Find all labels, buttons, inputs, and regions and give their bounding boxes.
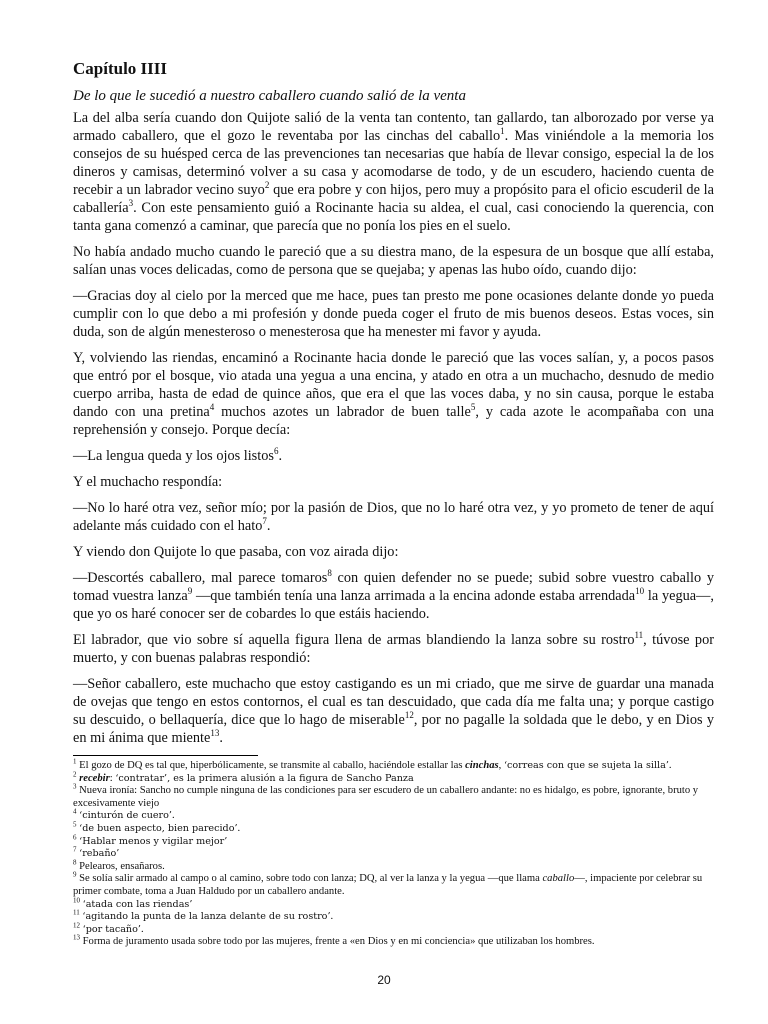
term: cinchas [465, 760, 499, 771]
text-run: El gozo de DQ es tal que, hiperbólicamente, se transmite al caballo, haciéndole estallar las [76, 760, 466, 771]
text-run: —La lengua queda y los ojos listos [73, 448, 274, 464]
footnote-ref: 1 [500, 126, 505, 137]
text-run: . [237, 822, 241, 834]
text-run: . Mas viniéndole a la memoria los consejos de su huésped cerca de las prevenciones tan necesarias que había de llevar consigo, especial la de los dineros y camisas, determinó volver a su casa y acomodarse de todo, y de un escudero, haciendo cuenta de recebir a un labrador vecino suyo [73, 128, 714, 198]
text-run: con quien defender no se puede; subid sobre vuestro caballo y tomad vuestra lanza [73, 570, 714, 604]
footnote [73, 908, 714, 924]
text-run: . [668, 760, 672, 771]
text-run: Forma de juramento usada sobre todo por las mujeres, frente a «en Dios y en mi conciencia» que utilizaban los hombres. [80, 936, 595, 948]
text-run: Y el muchacho respondía: [73, 474, 223, 490]
footnote [73, 858, 714, 874]
footnote-ref: 4 [209, 402, 215, 413]
paragraph [73, 543, 714, 561]
footnote-ref: 11 [634, 630, 644, 641]
text-run: . [171, 810, 175, 822]
text-run: la yegua—, que yo os haré conocer ser de cobardes lo que estáis haciendo. [73, 588, 715, 622]
text-run: El labrador, que vio sobre sí aquella figura llena de armas blandiendo la lanza sobre su rostro [73, 632, 635, 648]
page-number: 20 [377, 973, 391, 987]
paragraph [73, 631, 714, 667]
text-run: —, impaciente por celebrar su primer combate, toma a Juan Haldudo por un caballero andante. [73, 873, 703, 897]
footnote-ref: 2 [73, 770, 77, 779]
paragraph [73, 287, 714, 341]
text-run: Pelearos, ensañaros. [76, 860, 165, 872]
text-run: , y cada azote le acompañaba con una reprehensión y consejo. Porque decía: [73, 404, 714, 438]
text-run: . [266, 518, 271, 534]
text-run: Se solía salir armado al campo o al camino, sobre todo con lanza; DQ, al ver la lanza y la yegua —que llama [76, 873, 543, 885]
paragraph [73, 499, 714, 535]
gloss: ‘rebaño’ [79, 848, 120, 860]
text-run: —que también tenía una lanza arrimada a la encina adonde estaba arrendada [192, 588, 636, 604]
text-run: . [330, 911, 334, 923]
gloss: ‘atada con las riendas’ [82, 898, 193, 910]
gloss: ‘de buen aspecto, bien parecido’ [79, 822, 238, 834]
text-run: . Con este pensamiento guió a Rocinante hacia su aldea, el cual, casi conociendo la querencia, con tanta gana comenzó a caminar, que parecía que no ponía los pies en el suelo. [73, 200, 714, 234]
text-run: . [219, 730, 223, 746]
paragraph [73, 473, 714, 491]
gloss: ‘correas con que se sujeta la silla’ [503, 760, 669, 771]
footnote-ref: 1 [73, 757, 77, 766]
document-page [73, 58, 714, 949]
text-run: —No lo haré otra vez, señor mío; por la pasión de Dios, que no lo haré otra vez, y yo prometo de tener de aquí adelante más cuidado con el hato [73, 500, 714, 534]
footnote [73, 870, 714, 898]
text-run: : [109, 772, 116, 784]
footnote [73, 921, 714, 937]
footnote [73, 807, 714, 823]
gloss: ‘contratar’, es la primera alusión a la figura de Sancho Panza [115, 772, 414, 784]
paragraph [73, 349, 714, 439]
chapter-subtitle: De lo que le sucedió a nuestro caballero cuando salió de la venta [73, 88, 466, 104]
footnote-ref: 5 [73, 820, 77, 829]
text-run: Y, volviendo las riendas, encaminó a Rocinante hacia donde le pareció que las voces salían, y, a pocos pasos que entró por el bosque, vio atada una yegua a una encina, y atado en otra a un muchacho, desnudo de medio cuerpo arriba, hasta de edad de quince años, que era el que las voces daba, y no sin causa, porque le estaba dando con una pretina [73, 350, 714, 420]
paragraph [73, 447, 714, 465]
footnote-ref: 5 [470, 402, 476, 413]
text-run: , por no pagalle la soldada que le debo, y en Dios y en mi ánima que miente [73, 712, 714, 746]
gloss: ‘por tacaño’ [82, 923, 141, 935]
text-run: No había andado mucho cuando le pareció que a su diestra mano, de la espesura de un bosque que allí estaba, salían unas voces delicadas, como de persona que se quejaba; y apenas las hubo oído, cuando dijo: [73, 244, 714, 278]
footnote [73, 933, 714, 949]
footnote-ref: 12 [404, 710, 414, 721]
body-text [73, 109, 714, 747]
gloss: ‘agitando la punta de la lanza delante de su rostro’ [82, 911, 331, 923]
text-run: . [278, 448, 283, 464]
footnote-ref: 4 [73, 807, 77, 816]
text-run: , [498, 760, 504, 771]
term: caballo [542, 873, 575, 885]
footnote-ref: 6 [273, 446, 279, 457]
paragraph [73, 675, 714, 747]
footnote-ref: 7 [262, 516, 267, 527]
footnote-ref: 6 [73, 833, 77, 842]
text-run: —Descortés caballero, mal parece tomaros [73, 570, 328, 586]
footnotes [73, 757, 714, 949]
chapter-title: Capítulo IIII [73, 59, 168, 78]
footnote-ref: 8 [73, 858, 77, 867]
text-run: que era pobre y con hijos, pero muy a propósito para el oficio escuderil de la caballería [73, 182, 714, 216]
footnote-separator [73, 755, 258, 756]
paragraph [73, 569, 714, 623]
paragraph [73, 109, 714, 235]
footnote-ref: 9 [73, 870, 77, 879]
footnote-ref: 3 [73, 782, 77, 791]
footnote-ref: 13 [210, 728, 220, 739]
footnote [73, 833, 714, 849]
footnote [73, 782, 714, 810]
text-run: . [140, 923, 144, 935]
text-run: —Señor caballero, este muchacho que estoy castigando es un mi criado, que me sirve de guardar una manada de ovejas que tengo en estos contornos, el cual es tan descuidado, que cada día me falta una; y porque castigo su descuido, o bellaquería, dice que lo hago de miserable [73, 676, 714, 728]
text-run: Nueva ironía: Sancho no cumple ninguna de las condiciones para ser escudero de un caballero andante: no es hidalgo, es pobre, ignorante, bruto y excesivamente viejo [73, 785, 699, 809]
footnote-ref: 11 [73, 908, 80, 917]
footnote [73, 896, 714, 912]
footnote-ref: 8 [327, 568, 332, 579]
text-run: La del alba sería cuando don Quijote salió de la venta tan contento, tan gallardo, tan alborozado por verse ya armado caballero, que el gozo le reventaba por las cinchas del caballo [73, 110, 714, 144]
text-run: , túvose por muerto, y con buenas palabras respondió: [73, 632, 714, 666]
footnote-ref: 13 [73, 933, 80, 942]
footnote-ref: 10 [73, 896, 80, 904]
gloss: ‘Hablar menos y vigilar mejor’ [79, 835, 228, 847]
footnote-ref: 9 [187, 586, 193, 597]
footnote-ref: 12 [73, 921, 80, 930]
paragraph [73, 243, 714, 279]
text-run: muchos azotes un labrador de buen talle [214, 404, 471, 420]
footnote [73, 770, 714, 786]
footnote [73, 757, 714, 773]
gloss: ‘cinturón de cuero’ [79, 810, 172, 822]
footnote-ref: 2 [264, 180, 270, 191]
footnote-ref: 10 [635, 586, 645, 597]
footnote-ref: 7 [73, 845, 77, 854]
term: recebir [79, 772, 110, 784]
footnote [73, 820, 714, 836]
text-run: Y viendo don Quijote lo que pasaba, con voz airada dijo: [73, 544, 399, 560]
footnote-ref: 3 [128, 198, 134, 209]
text-run: —Gracias doy al cielo por la merced que me hace, pues tan presto me pone ocasiones delante donde yo pueda cumplir con lo que debo a mi profesión y donde pueda coger el fruto de mis buenos deseos. Estas voces, sin duda, son de algún menesteroso o menesterosa que ha menester mi favor y ayuda. [73, 288, 714, 340]
footnote [73, 845, 714, 861]
